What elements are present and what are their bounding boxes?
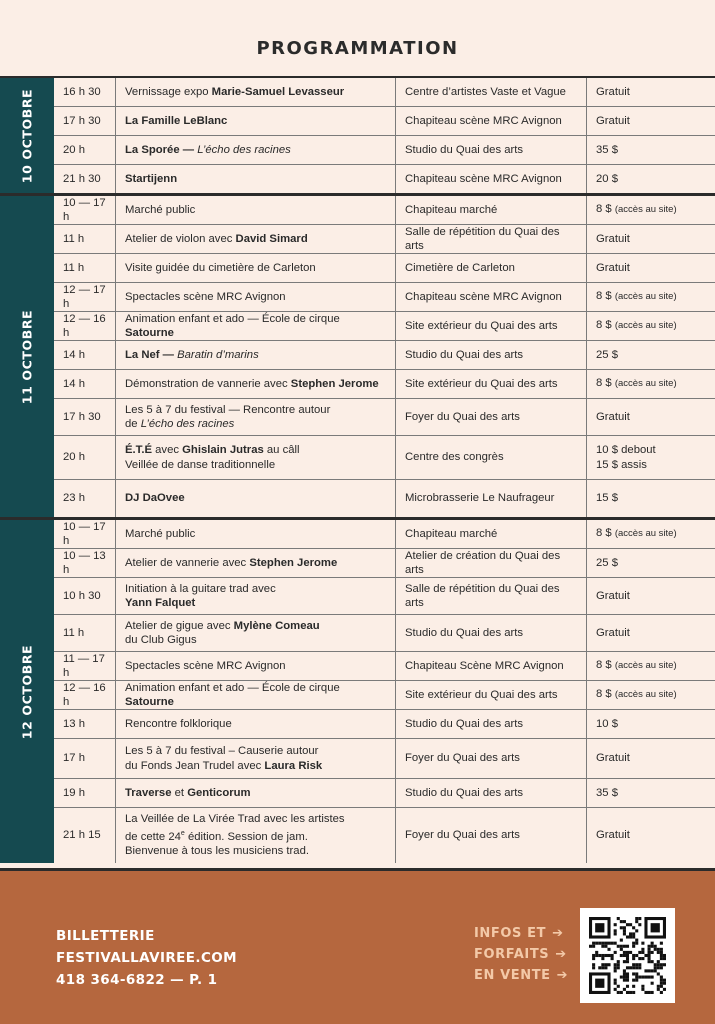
time-cell: 20 h bbox=[54, 136, 116, 164]
venue-cell: Atelier de création du Quai des arts bbox=[396, 549, 587, 577]
venue-cell: Studio du Quai des arts bbox=[396, 341, 587, 369]
footer bbox=[0, 868, 715, 1024]
event-cell: Rencontre folklorique bbox=[116, 710, 396, 738]
event-cell: Les 5 à 7 du festival – Causerie autour du Fonds Jean Trudel avec Laura Risk bbox=[116, 739, 396, 778]
price-cell: 10 $ debout 15 $ assis bbox=[596, 444, 656, 471]
time-cell: 20 h bbox=[54, 436, 116, 479]
venue-cell: Chapiteau scène MRC Avignon bbox=[396, 107, 587, 135]
day-label bbox=[0, 520, 54, 863]
time-cell: 21 h 15 bbox=[54, 808, 116, 863]
table-row bbox=[54, 808, 715, 863]
price-cell: 35 $ bbox=[596, 786, 618, 799]
price-cell: Gratuit bbox=[596, 626, 630, 639]
price-cell: Gratuit bbox=[596, 232, 630, 245]
day-label-text: 10 OCTOBRE bbox=[19, 88, 35, 183]
event-cell: Les 5 à 7 du festival — Rencontre autour de L’écho des racines bbox=[116, 399, 396, 435]
venue-cell: Cimetière de Carleton bbox=[396, 254, 587, 282]
venue-cell: Chapiteau marché bbox=[396, 196, 587, 224]
price-cell: Gratuit bbox=[596, 752, 630, 765]
table-row bbox=[54, 615, 715, 652]
table-row bbox=[54, 225, 715, 254]
time-cell: 17 h 30 bbox=[54, 107, 116, 135]
day-label bbox=[0, 78, 54, 193]
event-cell: Visite guidée du cimetière de Carleton bbox=[116, 254, 396, 282]
phone-number[interactable]: 418 364-6822 — P. 1 bbox=[56, 972, 218, 988]
page-title: PROGRAMMATION bbox=[256, 38, 459, 59]
table-row bbox=[54, 165, 715, 193]
event-cell: Atelier de violon avec David Simard bbox=[116, 225, 396, 253]
time-cell: 17 h 30 bbox=[54, 399, 116, 435]
time-cell: 11 h bbox=[54, 225, 116, 253]
venue-cell: Microbrasserie Le Naufrageur bbox=[396, 480, 587, 517]
time-cell: 10 h 30 bbox=[54, 578, 116, 614]
event-cell: Atelier de gigue avec Mylène Comeau du Club Gigus bbox=[116, 615, 396, 651]
info-line: INFOS ET ➔ bbox=[474, 926, 564, 941]
table-row bbox=[54, 196, 715, 225]
event-cell: Animation enfant et ado — École de cirque Satourne bbox=[116, 681, 396, 709]
price-cell: Gratuit bbox=[596, 410, 630, 423]
venue-cell: Foyer du Quai des arts bbox=[396, 399, 587, 435]
price-cell: 8 $ (accès au site) bbox=[596, 203, 677, 216]
venue-cell: Studio du Quai des arts bbox=[396, 136, 587, 164]
time-cell: 23 h bbox=[54, 480, 116, 517]
day-label-text: 12 OCTOBRE bbox=[19, 644, 35, 739]
venue-cell: Chapiteau scène MRC Avignon bbox=[396, 283, 587, 311]
time-cell: 11 h bbox=[54, 254, 116, 282]
table-row bbox=[54, 254, 715, 283]
event-cell: Vernissage expo Marie-Samuel Levasseur bbox=[116, 78, 396, 106]
schedule-table bbox=[0, 76, 715, 863]
venue-cell: Centre des congrès bbox=[396, 436, 587, 479]
info-line: EN VENTE ➔ bbox=[474, 968, 569, 983]
time-cell: 11 h bbox=[54, 615, 116, 651]
price-cell: 8 $ (accès au site) bbox=[596, 377, 677, 390]
time-cell: 12 — 17 h bbox=[54, 283, 116, 311]
day-label bbox=[0, 196, 54, 517]
event-cell: Animation enfant et ado — École de cirque Satourne bbox=[116, 312, 396, 340]
table-row bbox=[54, 107, 715, 136]
price-cell: Gratuit bbox=[596, 114, 630, 127]
event-cell: Startijenn bbox=[116, 165, 396, 193]
event-cell: La Sporée — L’écho des racines bbox=[116, 136, 396, 164]
venue-cell: Centre d’artistes Vaste et Vague bbox=[396, 78, 587, 106]
time-cell: 12 — 16 h bbox=[54, 681, 116, 709]
price-cell: 15 $ bbox=[596, 492, 618, 505]
arrow-right-icon: ➔ bbox=[556, 968, 569, 983]
price-cell: 20 $ bbox=[596, 172, 618, 185]
venue-cell: Studio du Quai des arts bbox=[396, 710, 587, 738]
event-cell: Atelier de vannerie avec Stephen Jerome bbox=[116, 549, 396, 577]
time-cell: 17 h bbox=[54, 739, 116, 778]
table-row bbox=[54, 480, 715, 517]
event-cell: Initiation à la guitare trad avec Yann Falquet bbox=[116, 578, 396, 614]
time-cell: 10 — 13 h bbox=[54, 549, 116, 577]
venue-cell: Chapiteau scène MRC Avignon bbox=[396, 165, 587, 193]
event-cell: Marché public bbox=[116, 520, 396, 548]
table-row bbox=[54, 341, 715, 370]
event-cell: Spectacles scène MRC Avignon bbox=[116, 283, 396, 311]
table-row bbox=[54, 370, 715, 399]
event-cell: Marché public bbox=[116, 196, 396, 224]
website-link[interactable]: FESTIVALLAVIREE.COM bbox=[56, 950, 237, 966]
event-cell: Démonstration de vannerie avec Stephen Jerome bbox=[116, 370, 396, 398]
price-cell: 8 $ (accès au site) bbox=[596, 290, 677, 303]
time-cell: 12 — 16 h bbox=[54, 312, 116, 340]
table-row bbox=[54, 312, 715, 341]
venue-cell: Salle de répétition du Quai des arts bbox=[396, 225, 587, 253]
table-row bbox=[54, 283, 715, 312]
price-cell: Gratuit bbox=[596, 261, 630, 274]
price-cell: 8 $ (accès au site) bbox=[596, 688, 677, 701]
day-section bbox=[0, 517, 715, 863]
venue-cell: Studio du Quai des arts bbox=[396, 779, 587, 807]
price-cell: Gratuit bbox=[596, 85, 630, 98]
ticketing-label: BILLETTERIE bbox=[56, 928, 155, 944]
arrow-right-icon: ➔ bbox=[555, 947, 567, 962]
event-cell: La Nef — Baratin d’marins bbox=[116, 341, 396, 369]
price-cell: 8 $ (accès au site) bbox=[596, 659, 677, 672]
qr-code-graphic bbox=[589, 917, 666, 994]
venue-cell: Studio du Quai des arts bbox=[396, 615, 587, 651]
info-line: FORFAITS ➔ bbox=[474, 947, 567, 962]
event-cell: DJ DaOvee bbox=[116, 480, 396, 517]
table-row bbox=[54, 739, 715, 779]
table-row bbox=[54, 520, 715, 549]
venue-cell: Foyer du Quai des arts bbox=[396, 808, 587, 863]
day-section bbox=[0, 193, 715, 517]
venue-cell: Site extérieur du Quai des arts bbox=[396, 681, 587, 709]
qr-code-icon[interactable] bbox=[580, 908, 675, 1003]
price-cell: Gratuit bbox=[596, 829, 630, 842]
table-row bbox=[54, 78, 715, 107]
price-cell: 10 $ bbox=[596, 717, 618, 730]
time-cell: 13 h bbox=[54, 710, 116, 738]
price-cell: Gratuit bbox=[596, 589, 630, 602]
venue-cell: Site extérieur du Quai des arts bbox=[396, 312, 587, 340]
time-cell: 10 — 17 h bbox=[54, 520, 116, 548]
table-row bbox=[54, 578, 715, 615]
table-row bbox=[54, 399, 715, 436]
table-row bbox=[54, 681, 715, 710]
time-cell: 16 h 30 bbox=[54, 78, 116, 106]
table-row bbox=[54, 549, 715, 578]
venue-cell: Chapiteau marché bbox=[396, 520, 587, 548]
time-cell: 21 h 30 bbox=[54, 165, 116, 193]
time-cell: 11 — 17 h bbox=[54, 652, 116, 680]
time-cell: 14 h bbox=[54, 341, 116, 369]
table-row bbox=[54, 652, 715, 681]
event-cell: É.T.É avec Ghislain Jutras au câll Veillée de danse traditionnelle bbox=[116, 436, 396, 479]
price-cell: 25 $ bbox=[596, 556, 618, 569]
event-cell: Traverse et Genticorum bbox=[116, 779, 396, 807]
event-cell: La Veillée de La Virée Trad avec les artistes de cette 24e édition. Session de jam. Bienvenue à tous les musiciens trad. bbox=[116, 808, 396, 863]
price-cell: 35 $ bbox=[596, 143, 618, 156]
info-callout bbox=[474, 923, 568, 986]
venue-cell: Salle de répétition du Quai des arts bbox=[396, 578, 587, 614]
event-cell: La Famille LeBlanc bbox=[116, 107, 396, 135]
time-cell: 10 — 17 h bbox=[54, 196, 116, 224]
price-cell: 25 $ bbox=[596, 348, 618, 361]
ticketing-info bbox=[56, 925, 237, 991]
time-cell: 19 h bbox=[54, 779, 116, 807]
event-cell: Spectacles scène MRC Avignon bbox=[116, 652, 396, 680]
day-section bbox=[0, 76, 715, 193]
venue-cell: Chapiteau Scène MRC Avignon bbox=[396, 652, 587, 680]
arrow-right-icon: ➔ bbox=[552, 926, 564, 941]
venue-cell: Foyer du Quai des arts bbox=[396, 739, 587, 778]
venue-cell: Site extérieur du Quai des arts bbox=[396, 370, 587, 398]
price-cell: 8 $ (accès au site) bbox=[596, 527, 677, 540]
price-cell: 8 $ (accès au site) bbox=[596, 319, 677, 332]
time-cell: 14 h bbox=[54, 370, 116, 398]
table-row bbox=[54, 436, 715, 480]
table-row bbox=[54, 136, 715, 165]
table-row bbox=[54, 710, 715, 739]
table-row bbox=[54, 779, 715, 808]
day-label-text: 11 OCTOBRE bbox=[19, 309, 35, 404]
